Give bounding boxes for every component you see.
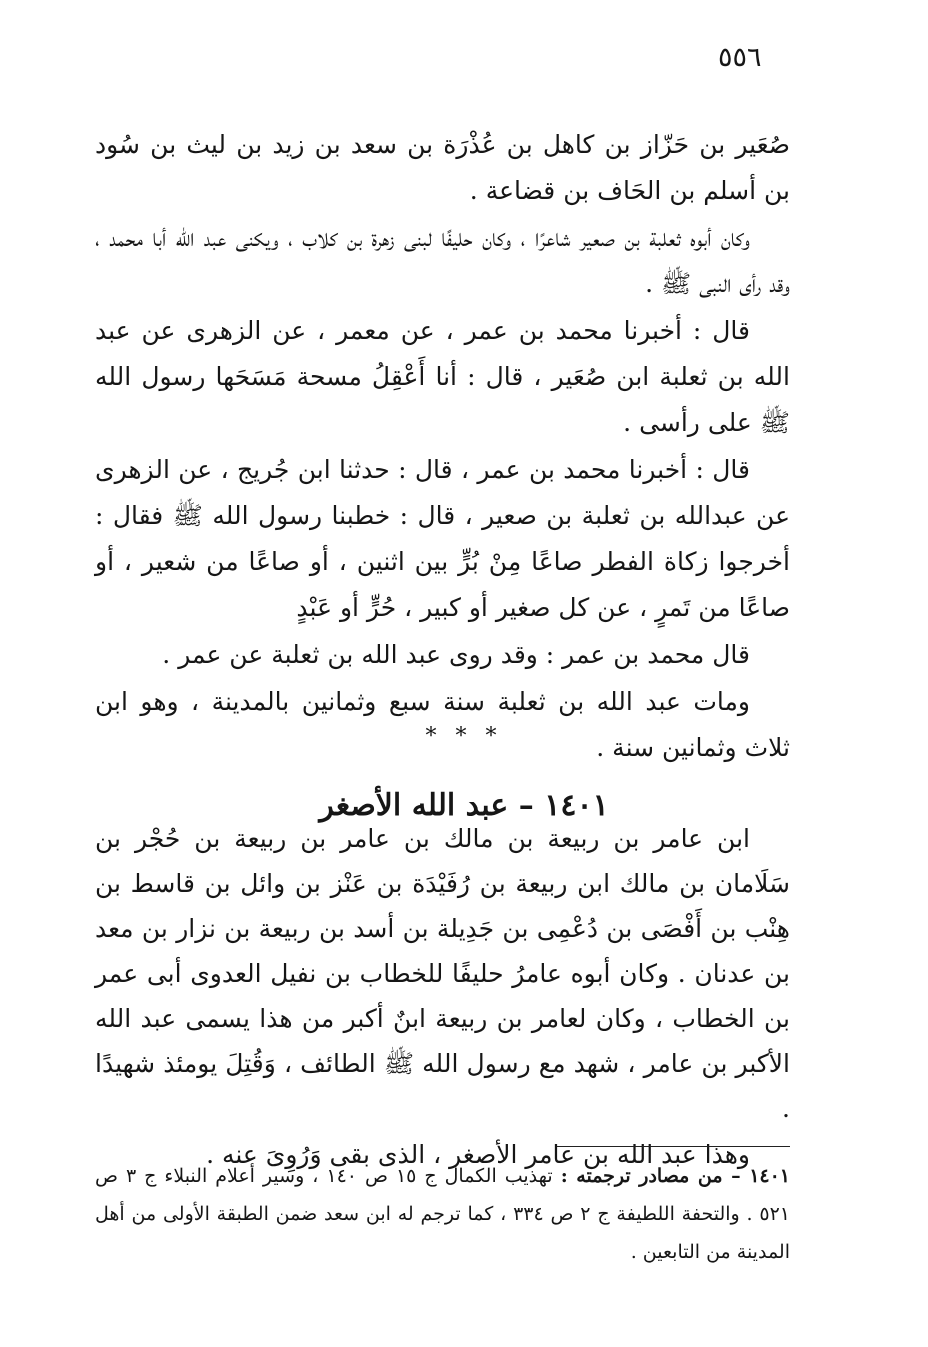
footnote-text: تهذيب الكمال ج ١٥ ص ١٤٠ ، وسير أعلام النبلاء ج ٣ ص ٥٢١ . والتحفة اللطيفة ج ٢ ص ٣٣٤ ، كما ترجم له ابن سعد ضمن الطبقة الأولى من أهل المدينة من التابعين . <box>95 1165 790 1263</box>
paragraph-father: وكان أبوه ثعلبة بن صعير شاعرًا ، وكان حليفًا لبنى زهرة بن كلاب ، ويكنى عبد الله أبا محمد ، وقد رأى النبى ﷺ . <box>95 223 790 298</box>
paragraph-hadith-two: قال : أخبرنا محمد بن عمر ، قال : حدثنا ابن جُريج ، عن الزهرى عن عبدالله بن ثعلبة بن صعير ، قال : خطبنا رسول الله ﷺ فقال : أخرجوا زكاة الفطر صاعًا مِنْ بُرٍّ بين اثنين ، أو صاعًا من شعير ، أو صاعًا من تَمرٍ ، عن كل صغير أو كبير ، حُرٍّ أو عَبْدٍ <box>95 455 790 622</box>
paragraph-entry-lineage: ابن عامر بن ربيعة بن مالك بن عامر بن ربيعة بن حُجْر بن سَلَامان بن مالك ابن ربيعة بن رُفَيْدَة بن عَنْز بن وائل بن قاسط بن هِنْب بن أَفْصَى بن دُعْمِى بن جَدِيلة بن أسد بن ربيعة بن نزار بن معد بن عدنان . وكان أبوه عامرُ حليفًا للخطاب بن نفيل العدوى أبى عمر بن الخطاب ، وكان لعامر بن ربيعة ابنٌ أكبر من هذا يسمى عبد الله الأكبر بن عامر ، شهد مع رسول الله ﷺ الطائف ، وَقُتِلَ يومئذ شهيدًا . <box>95 824 790 1123</box>
paragraph-entry-closing: وهذا عبد الله بن عامر الأصغر ، الذى بقى وَرُوِىَ عنه . <box>206 1140 750 1169</box>
previous-entry-text <box>95 122 790 772</box>
section-separator: * * * <box>425 724 503 749</box>
page-number: ٥٥٦ <box>718 42 762 73</box>
entry-heading: ١٤٠١ – عبد الله الأصغر <box>319 787 609 823</box>
paragraph-hadith-one: قال : أخبرنا محمد بن عمر ، عن معمر ، عن الزهرى عن عبد الله بن ثعلبة ابن صُعَير ، قال : أنا أَعْقِلُ مسحة مَسَحَها رسول الله ﷺ على رأسى . <box>95 316 790 437</box>
footnote-lead: ١٤٠١ – من مصادر ترجمته : <box>560 1165 791 1187</box>
paragraph-death: ومات عبد الله بن ثعلبة سنة سبع وثمانين بالمدينة ، وهو ابن ثلاث وثمانين سنة . <box>95 687 790 762</box>
paragraph-narration: قال محمد بن عمر : وقد روى عبد الله بن ثعلبة عن عمر . <box>162 640 750 669</box>
footnote <box>95 1157 790 1271</box>
entry-text <box>95 816 790 1178</box>
footnote-rule <box>557 1146 790 1147</box>
paragraph-lineage: صُعَير بن حَزّاز بن كاهل بن عُذْرَة بن سعد بن زيد بن ليث بن سُود بن أسلم بن الحَاف بن قضاعة . <box>95 130 790 205</box>
